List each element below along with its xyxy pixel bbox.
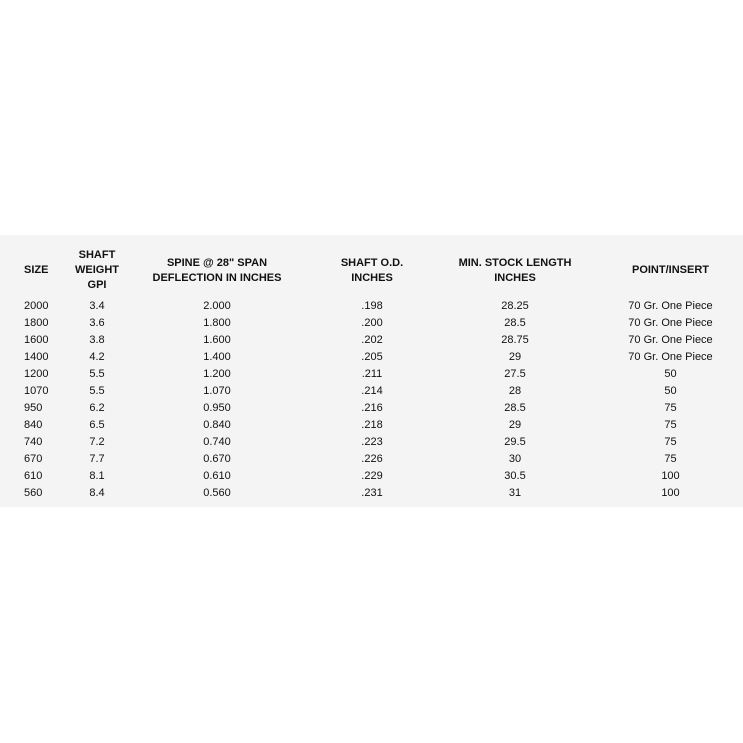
cell-point: 75 xyxy=(664,453,677,465)
cell-spine: 0.950 xyxy=(203,402,231,414)
cell-weight: 3.6 xyxy=(89,317,105,329)
cell-length: 28.75 xyxy=(501,334,529,346)
cell-length: 29 xyxy=(508,351,522,363)
cell-length: 29.5 xyxy=(504,436,526,448)
cell-weight: 4.2 xyxy=(89,351,105,363)
cell-size: 560 xyxy=(24,487,43,499)
cell-spine: 1.600 xyxy=(203,334,231,346)
cell-size: 840 xyxy=(24,419,43,431)
cell-size: 1070 xyxy=(24,385,49,397)
cell-length: 30.5 xyxy=(504,470,526,482)
cell-spine: 1.800 xyxy=(203,317,231,329)
cell-point: 75 xyxy=(664,436,677,448)
header-shaft-od: SHAFT O.D. INCHES xyxy=(340,256,404,284)
cell-length: 28.5 xyxy=(504,317,526,329)
cell-size: 1200 xyxy=(24,368,49,380)
table-row xyxy=(0,485,743,502)
cell-spine: 0.560 xyxy=(203,487,231,499)
table-row xyxy=(0,468,743,485)
table-body xyxy=(0,298,743,502)
cell-od: .231 xyxy=(361,487,383,499)
cell-weight: 3.4 xyxy=(89,300,105,312)
cell-od: .205 xyxy=(361,351,383,363)
cell-spine: 2.000 xyxy=(203,300,231,312)
table-row xyxy=(0,434,743,451)
cell-weight: 8.1 xyxy=(89,470,105,482)
cell-point: 70 Gr. One Piece xyxy=(628,300,713,312)
cell-weight: 5.5 xyxy=(89,385,105,397)
table-row xyxy=(0,349,743,366)
cell-spine: 0.670 xyxy=(203,453,231,465)
cell-weight: 6.2 xyxy=(89,402,105,414)
cell-point: 50 xyxy=(664,368,677,380)
cell-point: 100 xyxy=(661,487,680,499)
arrow-spec-table xyxy=(0,247,743,502)
cell-od: .214 xyxy=(361,385,383,397)
cell-od: .198 xyxy=(361,300,383,312)
table-row xyxy=(0,315,743,332)
cell-od: .229 xyxy=(361,470,383,482)
cell-weight: 7.7 xyxy=(89,453,105,465)
cell-od: .218 xyxy=(361,419,383,431)
header-row xyxy=(0,247,743,298)
cell-od: .202 xyxy=(361,334,383,346)
cell-length: 29 xyxy=(508,419,522,431)
cell-weight: 6.5 xyxy=(89,419,105,431)
cell-od: .226 xyxy=(361,453,383,465)
cell-weight: 3.8 xyxy=(89,334,105,346)
table-header xyxy=(0,247,743,298)
cell-point: 70 Gr. One Piece xyxy=(628,317,713,329)
cell-point: 75 xyxy=(664,419,677,431)
cell-weight: 8.4 xyxy=(89,487,105,499)
cell-size: 2000 xyxy=(24,300,49,312)
cell-spine: 0.610 xyxy=(203,470,231,482)
table-row xyxy=(0,366,743,383)
cell-spine: 1.200 xyxy=(203,368,231,380)
cell-size: 1800 xyxy=(24,317,49,329)
cell-length: 30 xyxy=(508,453,522,465)
header-shaft-weight: SHAFT WEIGHT GPI xyxy=(75,249,119,291)
cell-point: 70 Gr. One Piece xyxy=(628,334,713,346)
header-spine: SPINE @ 28" SPAN DEFLECTION IN INCHES xyxy=(152,256,282,284)
header-point-insert: POINT/INSERT xyxy=(631,264,709,276)
table-row xyxy=(0,451,743,468)
cell-length: 28.5 xyxy=(504,402,526,414)
cell-weight: 7.2 xyxy=(89,436,105,448)
table-row xyxy=(0,383,743,400)
cell-length: 31 xyxy=(508,487,522,499)
cell-point: 75 xyxy=(664,402,677,414)
cell-od: .211 xyxy=(361,368,383,380)
table-row xyxy=(0,400,743,417)
cell-size: 610 xyxy=(24,470,43,482)
header-min-stock-length: MIN. STOCK LENGTH INCHES xyxy=(458,256,572,284)
cell-od: .200 xyxy=(361,317,383,329)
cell-od: .223 xyxy=(361,436,383,448)
table-row xyxy=(0,417,743,434)
cell-spine: 0.840 xyxy=(203,419,231,431)
table-row xyxy=(0,332,743,349)
cell-length: 28.25 xyxy=(501,300,529,312)
cell-spine: 1.400 xyxy=(203,351,231,363)
cell-size: 670 xyxy=(24,453,43,465)
cell-size: 950 xyxy=(24,402,43,414)
cell-length: 28 xyxy=(508,385,522,397)
table-row xyxy=(0,298,743,315)
cell-size: 1600 xyxy=(24,334,49,346)
cell-point: 70 Gr. One Piece xyxy=(628,351,713,363)
cell-spine: 1.070 xyxy=(203,385,231,397)
cell-spine: 0.740 xyxy=(203,436,231,448)
cell-size: 1400 xyxy=(24,351,49,363)
cell-size: 740 xyxy=(24,436,43,448)
cell-od: .216 xyxy=(361,402,383,414)
cell-weight: 5.5 xyxy=(89,368,105,380)
cell-point: 50 xyxy=(664,385,677,397)
spec-table-panel xyxy=(0,235,743,507)
header-size: SIZE xyxy=(24,264,49,276)
cell-point: 100 xyxy=(661,470,680,482)
cell-length: 27.5 xyxy=(504,368,526,380)
